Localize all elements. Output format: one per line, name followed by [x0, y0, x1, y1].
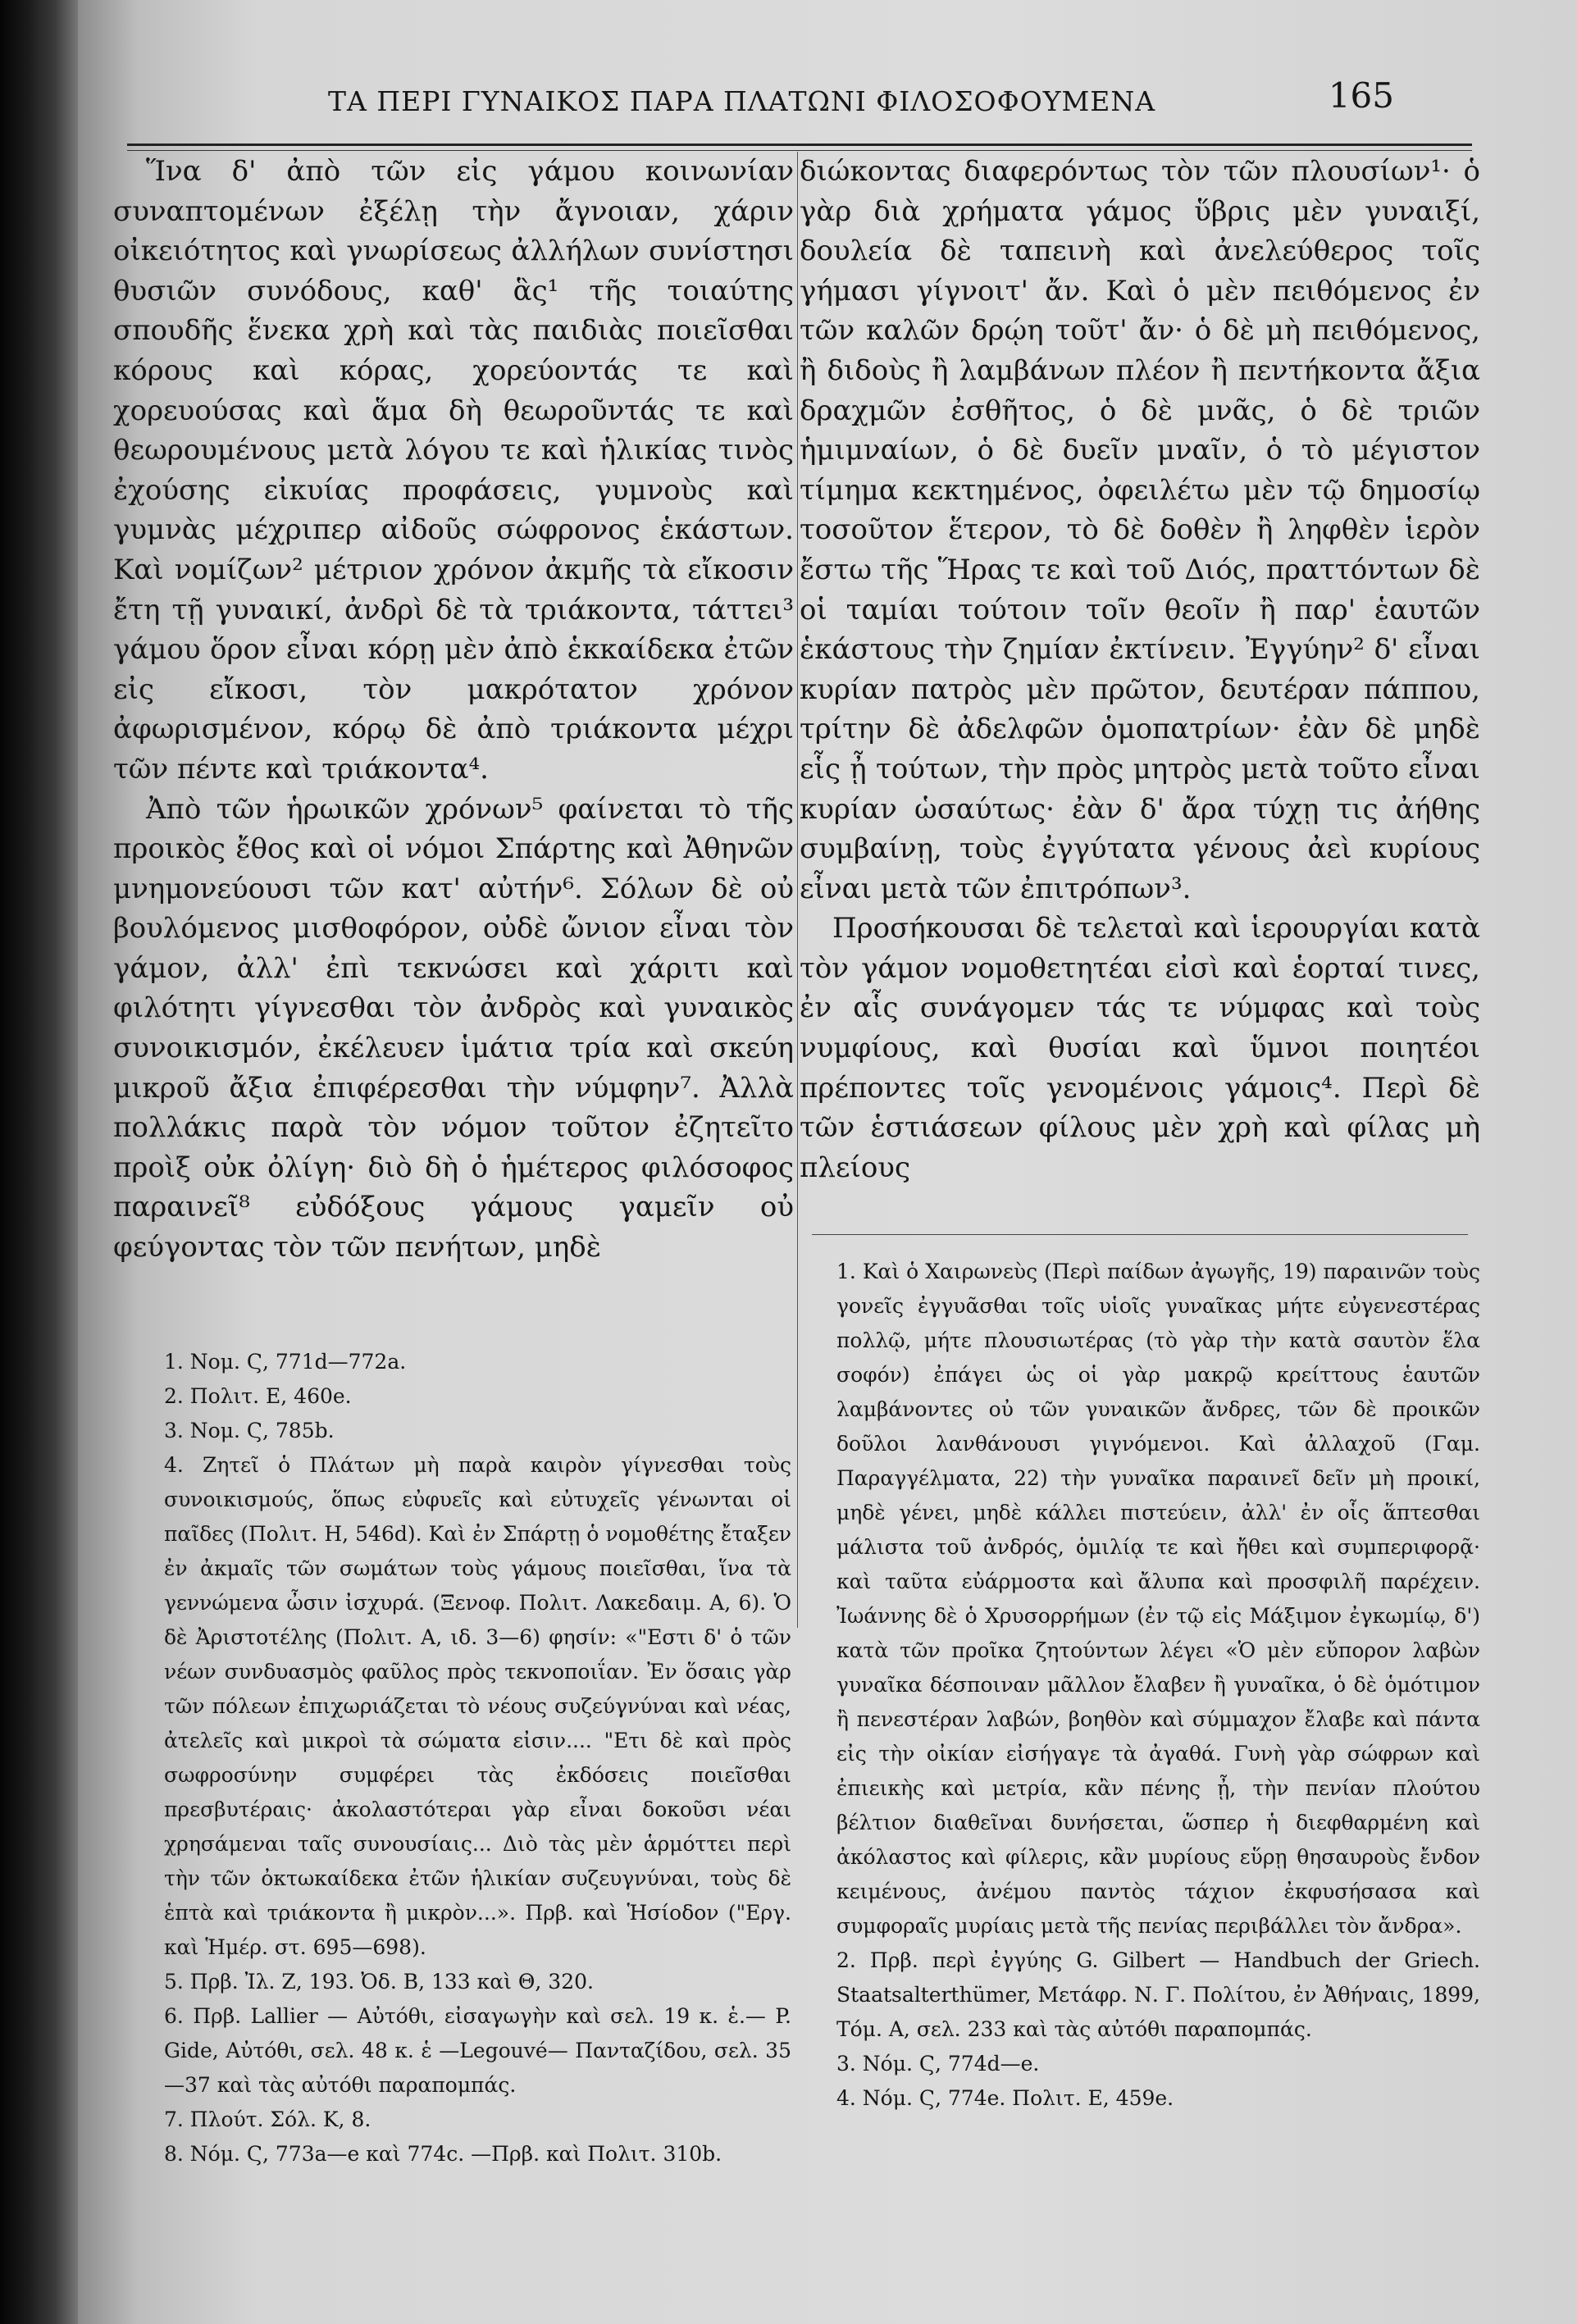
- right-footnote-4: 4. Νόμ. Ϛ, 774e. Πολιτ. Ε, 459e.: [836, 2086, 1174, 2110]
- running-header: [262, 75, 1394, 131]
- right-footnote-rule: [812, 1234, 1468, 1235]
- left-column: [113, 152, 794, 1268]
- column-separator: [797, 152, 798, 1628]
- right-body-text: [800, 152, 1480, 1187]
- left-paragraph-1: Ἵνα δ' ἀπὸ τῶν εἰς γάμου κοινωνίαν συναπτομένων ἐξέλῃ τὴν ἄγνοιαν, χάριν οἰκειότητος καὶ γνωρίσεως ἀλλήλων συνίστησι θυσιῶν συνόδους, καθ' ἃς¹ τῆς τοιαύτης σπουδῆς ἕνεκα χρὴ καὶ τὰς παιδιὰς ποιεῖσθαι κόρους καὶ κόρας, χορεύοντάς τε καὶ χορευούσας καὶ ἅμα δὴ θεωροῦντάς τε καὶ θεωρουμένους μετὰ λόγου τε καὶ ἡλικίας τινὸς ἐχούσης εἰκυίας προφάσεις, γυμνοὺς καὶ γυμνὰς μέχριπερ αἰδοῦς σώφρονος ἑκάστων. Καὶ νομίζων² μέτριον χρόνον ἀκμῆς τὰ εἴκοσιν ἔτη τῇ γυναικί, ἀνδρὶ δὲ τὰ τριάκοντα, τάττει³ γάμου ὅρον εἶναι κόρῃ μὲν ἀπὸ ἑκκαίδεκα ἐτῶν εἰς εἴκοσι, τὸν μακρότατον χρόνον ἀφωρισμένον, κόρῳ δὲ ἀπὸ τριάκοντα μέχρι τῶν πέντε καὶ τριάκοντα⁴.: [113, 155, 794, 786]
- left-body-text: [113, 152, 794, 1268]
- left-footnote-2: 2. Πολιτ. Ε, 460e.: [164, 1384, 352, 1408]
- left-paragraph-2: Ἀπὸ τῶν ἡρωικῶν χρόνων⁵ φαίνεται τὸ τῆς προικὸς ἔθος καὶ οἱ νόμοι Σπάρτης καὶ Ἀθηνῶν μνημονεύουσι τῶν κατ' αὐτήν⁶. Σόλων δὲ οὐ βουλόμενος μισθοφόρον, οὐδὲ ὤνιον εἶναι τὸν γάμον, ἀλλ' ἐπὶ τεκνώσει καὶ χάριτι καὶ φιλότητι γίγνεσθαι τὸν ἀνδρὸς καὶ γυναικὸς συνοικισμόν, ἐκέλευεν ἱμάτια τρία καὶ σκεύη μικροῦ ἄξια ἐπιφέρεσθαι τὴν νύμφην⁷. Ἀλλὰ πολλάκις παρὰ τὸν νόμον τοῦτον ἐζητεῖτο προὶξ οὐκ ὀλίγη· διὸ δὴ ὁ ἡμέτερος φιλόσοφος παραινεῖ⁸ εὐδόξους γάμους γαμεῖν οὐ φεύγοντας τὸν τῶν πενήτων, μηδὲ: [113, 792, 794, 1265]
- left-footnote-1: 1. Νομ. Ϛ, 771d—772a.: [164, 1350, 407, 1374]
- right-footnote-3: 3. Νόμ. Ϛ, 774d—e.: [836, 2052, 1040, 2076]
- right-column: [800, 152, 1480, 1187]
- right-footnote-2: 2. Πρβ. περὶ ἐγγύης G. Gilbert — Handbuch der Griech. Staatsalterthümer, Μετάφρ. Ν. Γ. Πολίτου, ἐν Ἀθήναις, 1899, Τόμ. Α, σελ. 233 καὶ τὰς αὐτόθι παραπομπάς.: [836, 1948, 1480, 2041]
- left-footnote-6: 6. Πρβ. Lallier — Αὐτόθι, εἰσαγωγὴν καὶ σελ. 19 κ. ἑ.— P. Gide, Αὐτόθι, σελ. 48 κ. ἑ —Legouvé— Πανταζίδου, σελ. 35—37 καὶ τὰς αὐτόθι παραπομπάς.: [164, 2004, 791, 2097]
- left-footnote-4: 4. Ζητεῖ ὁ Πλάτων μὴ παρὰ καιρὸν γίγνεσθαι τοὺς συνοικισμούς, ὅπως εὐφυεῖς καὶ εὐτυχεῖς γένωνται οἱ παῖδες (Πολιτ. Η, 546d). Καὶ ἐν Σπάρτῃ ὁ νομοθέτης ἔταξεν ἐν ἀκμαῖς τῶν σωμάτων τοὺς γάμους ποιεῖσθαι, ἵνα τὰ γεννώμενα ὦσιν ἰσχυρά. (Ξενοφ. Πολιτ. Λακεδαιμ. Α, 6). Ὁ δὲ Ἀριστοτέλης (Πολιτ. Α, ιδ. 3—6) φησίν: «"Εστι δ' ὁ τῶν νέων συνδυασμὸς φαῦλος πρὸς τεκνοποιΐαν. Ἐν ὅσαις γὰρ τῶν πόλεων ἐπιχωριάζεται τὸ νέους συζεύγνύναι καὶ νέας, ἀτελεῖς καὶ μικροὶ τὰ σώματα εἰσιν.... "Ετι δὲ καὶ πρὸς σωφροσύνην συμφέρει τὰς ἐκδόσεις ποιεῖσθαι πρεσβυτέραις· ἀκολαστότεραι γὰρ εἶναι δοκοῦσι νέαι χρησάμεναι ταῖς συνουσίαις... Διὸ τὰς μὲν ἁρμόττει περὶ τὴν τῶν ὀκτωκαίδεκα ἐτῶν ἡλικίαν συζευγνύναι, τοὺς δὲ ἑπτὰ καὶ τριάκοντα ἢ μικρὸν...». Πρβ. καὶ Ἡσίοδον ("Εργ. καὶ Ἡμέρ. στ. 695—698).: [164, 1453, 791, 1959]
- left-footnote-7: 7. Πλούτ. Σόλ. Κ, 8.: [164, 2108, 371, 2131]
- book-spine-shadow: [0, 0, 78, 2324]
- left-footnote-5: 5. Πρβ. Ἰλ. Ζ, 193. Ὀδ. Β, 133 καὶ Θ, 320.: [164, 1970, 594, 1994]
- right-footnotes: [836, 1255, 1480, 2116]
- header-rule-thin: [127, 150, 1472, 151]
- page-number: 165: [1328, 75, 1394, 116]
- right-footnote-1: 1. Καὶ ὁ Χαιρωνεὺς (Περὶ παίδων ἀγωγῆς, 19) παραινῶν τοὺς γονεῖς ἐγγυᾶσθαι τοῖς υἱοῖς γυναῖκας μήτε εὐγενεστέρας πολλῷ, μήτε πλουσιωτέρας (τὸ γὰρ τὴν κατὰ σαυτὸν ἕλα σοφόν) ἐπάγει ὡς οἱ γὰρ μακρῷ κρείττους ἑαυτῶν λαμβάνοντες οὐ τῶν γυναικῶν ἄνδρες, τῶν δὲ προικῶν δοῦλοι λανθάνουσι γιγνόμενοι. Καὶ ἀλλαχοῦ (Γαμ. Παραγγέλματα, 22) τὴν γυναῖκα παραινεῖ δεῖν μὴ προικί, μηδὲ γένει, μηδὲ κάλλει πιστεύειν, ἀλλ' ἐν οἷς ἅπτεσθαι μάλιστα τοῦ ἀνδρός, ὁμιλίᾳ τε καὶ ἤθει καὶ συμπεριφορᾷ· καὶ ταῦτα εὐάρμοστα καὶ ἄλυπα καὶ προσφιλῆ παρέχειν. Ἰωάννης δὲ ὁ Χρυσορρήμων (ἐν τῷ εἰς Μάξιμον ἐγκωμίῳ, δ') κατὰ τῶν προῖκα ζητούντων λέγει «Ὁ μὲν εὔπορον λαβὼν γυναῖκα δέσποιναν μᾶλλον ἔλαβεν ἢ γυναῖκα, ὁ δὲ ὁμότιμον ἢ πενεστέραν λαβών, βοηθὸν καὶ σύμμαχον ἔλαβε καὶ πάντα εἰς τὴν οἰκίαν εἰσήγαγε τὰ ἀγαθά. Γυνὴ γὰρ σώφρων καὶ ἐπιεικὴς καὶ μετρία, κἂν πένης ᾖ, τὴν πενίαν πλούτου βέλτιον διαθεῖναι δυνήσεται, ὥσπερ ἡ διεφθαρμένη καὶ ἀκόλαστος καὶ φίλερις, κἂν μυρίους εὕρῃ θησαυροὺς ἔνδον κειμένους, ἀνέμου παντὸς τάχιον ἐκφυσήσασα καὶ συμφοραῖς μυρίαις μετὰ τῆς πενίας περιβάλλει τὸν ἄνδρα».: [836, 1260, 1480, 1938]
- running-header-title: ΤΑ ΠΕΡΙ ΓΥΝΑΙΚΟΣ ΠΑΡΑ ΠΛΑΤΩΝΙ ΦΙΛΟΣΟΦΟΥΜΕΝΑ: [328, 85, 1156, 117]
- right-paragraph-1: διώκοντας διαφερόντως τὸν τῶν πλουσίων¹· ὁ γὰρ διὰ χρήματα γάμος ὕβρις μὲν γυναιξί, δουλεία δὲ ταπεινὴ καὶ ἀνελεύθερος τοῖς γήμασι γίγνοιτ' ἄν. Καὶ ὁ μὲν πειθόμενος ἐν τῶν καλῶν δρῴη τοῦτ' ἄν· ὁ δὲ μὴ πειθόμενος, ἢ διδοὺς ἢ λαμβάνων πλέον ἢ πεντήκοντα ἄξια δραχμῶν ἐσθῆτος, ὁ δὲ μνᾶς, ὁ δὲ τριῶν ἡμιμναίων, ὁ δὲ δυεῖν μναῖν, ὁ τὸ μέγιστον τίμημα κεκτημένος, ὀφειλέτω μὲν τῷ δημοσίῳ τοσοῦτον ἕτερον, τὸ δὲ δοθὲν ἢ ληφθὲν ἱερὸν ἔστω τῆς Ἥρας τε καὶ τοῦ Διός, πραττόντων δὲ οἱ ταμίαι τούτοιν τοῖν θεοῖν ἢ παρ' ἑαυτῶν ἑκάστους τὴν ζημίαν ἐκτίνειν. Ἐγγύην² δ' εἶναι κυρίαν πατρὸς μὲν πρῶτον, δευτέραν πάππου, τρίτην δὲ ἀδελφῶν ὁμοπατρίων· ἐὰν δὲ μηδὲ εἷς ᾖ τούτων, τὴν πρὸς μητρὸς μετὰ τοῦτο εἶναι κυρίαν ὡσαύτως· ἐὰν δ' ἄρα τύχῃ τις ἀήθης συμβαίνῃ, τοὺς ἐγγύτατα γένους ἀεὶ κυρίους εἶναι μετὰ τῶν ἐπιτρόπων³.: [800, 155, 1480, 905]
- left-footnote-8: 8. Νόμ. Ϛ, 773a—e καὶ 774c. —Πρβ. καὶ Πολιτ. 310b.: [164, 2142, 722, 2166]
- left-footnote-3: 3. Νομ. Ϛ, 785b.: [164, 1419, 335, 1442]
- right-paragraph-2: Προσήκουσαι δὲ τελεταὶ καὶ ἱερουργίαι κατὰ τὸν γάμον νομοθετητέαι εἰσὶ καὶ ἑορταί τινες, ἐν αἷς συνάγομεν τάς τε νύμφας καὶ τοὺς νυμφίους, καὶ θυσίαι καὶ ὕμνοι ποιητέοι πρέποντες τοῖς γενομένοις γάμοις⁴. Περὶ δὲ τῶν ἑστιάσεων φίλους μὲν χρὴ καὶ φίλας μὴ πλείους: [800, 912, 1480, 1184]
- header-rule: [127, 144, 1472, 146]
- left-footnotes: [164, 1345, 791, 2171]
